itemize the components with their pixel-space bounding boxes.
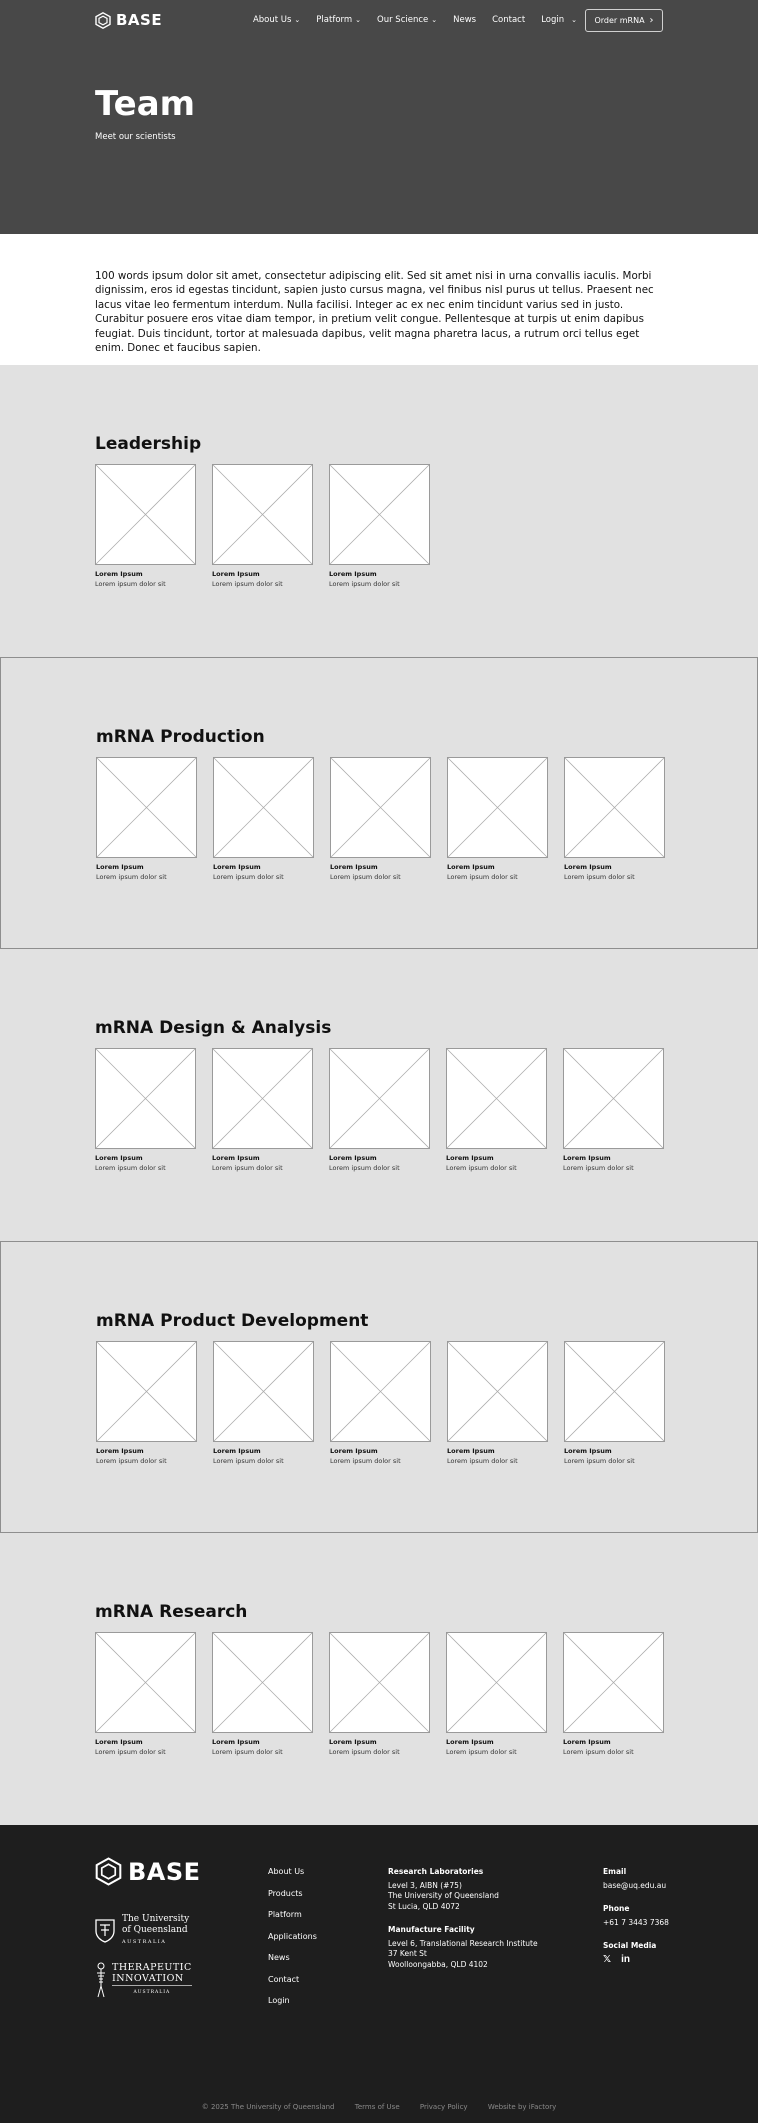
image-placeholder-icon: [329, 1632, 430, 1733]
image-placeholder-icon: [95, 1048, 196, 1149]
address-line: St Lucia, QLD 4072: [388, 1901, 460, 1911]
address-line: Level 6, Translational Research Institute: [388, 1938, 538, 1948]
member-name: Lorem Ipsum: [95, 1154, 143, 1162]
team-member-card[interactable]: [213, 1341, 314, 1465]
member-name: Lorem Ipsum: [95, 570, 143, 578]
page-title: Team: [95, 84, 196, 124]
team-member-card[interactable]: [563, 1048, 664, 1172]
team-member-card[interactable]: [447, 1341, 548, 1465]
social-heading: Social Media: [603, 1941, 657, 1950]
privacy-policy-link[interactable]: Privacy Policy: [419, 2103, 468, 2111]
member-name: Lorem Ipsum: [96, 863, 144, 871]
member-role: Lorem ipsum dolor sit: [329, 1748, 400, 1756]
section-title: mRNA Design & Analysis: [95, 1018, 332, 1038]
email-link[interactable]: base@uq.edu.au: [603, 1880, 667, 1890]
member-name: Lorem Ipsum: [446, 1154, 494, 1162]
team-member-card[interactable]: [212, 1048, 313, 1172]
member-role: Lorem ipsum dolor sit: [564, 873, 635, 881]
member-role: Lorem ipsum dolor sit: [96, 1457, 167, 1465]
member-role: Lorem ipsum dolor sit: [95, 580, 166, 588]
ti-line2: INNOVATION: [112, 1973, 192, 1986]
section-title: mRNA Product Development: [96, 1311, 369, 1331]
team-member-card[interactable]: [330, 757, 431, 881]
chevron-right-icon: ›: [649, 15, 654, 26]
image-placeholder-icon: [95, 1632, 196, 1733]
footer-link-about-us[interactable]: About Us: [268, 1867, 305, 1876]
manufacture-heading: Manufacture Facility: [388, 1925, 475, 1934]
member-name: Lorem Ipsum: [329, 1154, 377, 1162]
member-role: Lorem ipsum dolor sit: [212, 1164, 283, 1172]
main-menu: [253, 15, 577, 25]
address-line: Woolloongabba, QLD 4102: [388, 1959, 488, 1969]
phone-heading: Phone: [603, 1904, 630, 1913]
team-section-mrna-production: [0, 657, 758, 949]
uq-line1: The University: [122, 1914, 190, 1924]
member-name: Lorem Ipsum: [212, 570, 260, 578]
member-name: Lorem Ipsum: [330, 1447, 378, 1455]
menu-label: News: [453, 15, 477, 25]
image-placeholder-icon: [563, 1632, 664, 1733]
member-name: Lorem Ipsum: [446, 1738, 494, 1746]
team-member-card[interactable]: [95, 1048, 196, 1172]
chevron-down-icon: ⌄: [571, 16, 577, 24]
chevron-down-icon: ⌄: [294, 16, 301, 24]
uq-line3: AUSTRALIA: [122, 1939, 167, 1945]
footer-link-news[interactable]: News: [268, 1953, 290, 1962]
team-member-card[interactable]: [95, 464, 196, 588]
copyright-text: © 2025 The University of Queensland: [201, 2103, 335, 2111]
member-role: Lorem ipsum dolor sit: [212, 1748, 283, 1756]
address-line: The University of Queensland: [388, 1891, 499, 1900]
footer-links: [268, 1867, 317, 2005]
uq-crest-icon: [95, 1919, 115, 1943]
menu-label: Contact: [492, 15, 526, 25]
image-placeholder-icon: [213, 1341, 314, 1442]
member-name: Lorem Ipsum: [95, 1738, 143, 1746]
member-role: Lorem ipsum dolor sit: [213, 873, 284, 881]
terms-of-use-link[interactable]: Terms of Use: [354, 2103, 400, 2111]
image-placeholder-icon: [447, 1341, 548, 1442]
menu-label: Platform: [316, 15, 353, 25]
footer-link-contact[interactable]: Contact: [268, 1974, 300, 1984]
order-mrna-button[interactable]: [585, 9, 663, 32]
menu-platform[interactable]: [316, 15, 361, 25]
team-section-leadership: [0, 365, 758, 657]
member-role: Lorem ipsum dolor sit: [446, 1164, 517, 1172]
uq-wordmark: [122, 1914, 189, 1948]
menu-label: Our Science: [377, 15, 429, 25]
social-icons: [603, 1955, 669, 1966]
member-role: Lorem ipsum dolor sit: [563, 1748, 634, 1756]
image-placeholder-icon: [330, 1341, 431, 1442]
footer-logo-text: BASE: [128, 1857, 201, 1886]
phone-block: [603, 1904, 669, 1928]
image-placeholder-icon: [564, 1341, 665, 1442]
member-name: Lorem Ipsum: [330, 863, 378, 871]
menu-login[interactable]: [541, 15, 577, 25]
team-member-card[interactable]: [95, 1632, 196, 1756]
menu-our-science[interactable]: [377, 15, 437, 25]
team-member-card[interactable]: [96, 1341, 197, 1465]
member-role: Lorem ipsum dolor sit: [446, 1748, 517, 1756]
chevron-down-icon: ⌄: [355, 16, 362, 24]
figure-icon: [95, 1962, 107, 1998]
page-subtitle: Meet our scientists: [95, 132, 176, 142]
section-title: mRNA Production: [96, 727, 265, 747]
member-name: Lorem Ipsum: [447, 863, 495, 871]
site-logo[interactable]: [95, 12, 162, 28]
member-role: Lorem ipsum dolor sit: [447, 873, 518, 881]
member-role: Lorem ipsum dolor sit: [329, 580, 400, 588]
research-labs: [388, 1867, 538, 1912]
member-name: Lorem Ipsum: [447, 1447, 495, 1455]
website-credit-link[interactable]: Website by iFactory: [487, 2103, 557, 2111]
team-member-card[interactable]: [329, 1048, 430, 1172]
intro-section: [0, 234, 758, 365]
image-placeholder-icon: [213, 757, 314, 858]
image-placeholder-icon: [212, 1048, 313, 1149]
social-block: [603, 1941, 669, 1965]
image-placeholder-icon: [95, 464, 196, 565]
image-placeholder-icon: [212, 1632, 313, 1733]
intro-text: 100 words ipsum dolor sit amet, consectetur adipiscing elit. Sed sit amet nisi in urna convallis iaculis. Morbi dignissim, eros id egestas tincidunt, sapien justo cursus magna, vel finibus nisl purus ut tellus. Praesent nec lacus vitae leo fermentum interdum. Nulla facilisi. Integer ac ex nec enim tincidunt varius sed in justo. Curabitur posuere eros vitae diam tempor, in pretium velit congue. Pellentesque at turpis ut enim dapibus feugiat. Duis tincidunt, tortor at malesuada dapibus, velit magna pharetra lacus, a rutrum orci tellus eget enim. Donec et faucibus sapien.: [95, 270, 654, 355]
footer-logo[interactable]: [95, 1857, 201, 1886]
linkedin-icon[interactable]: in: [621, 1953, 630, 1965]
member-role: Lorem ipsum dolor sit: [95, 1748, 166, 1756]
member-name: Lorem Ipsum: [96, 1447, 144, 1455]
research-labs-heading: Research Laboratories: [388, 1867, 484, 1876]
top-nav: [0, 0, 758, 40]
image-placeholder-icon: [563, 1048, 664, 1149]
ti-wordmark: [112, 1962, 192, 1998]
order-button-label: Order mRNA: [594, 16, 645, 25]
ti-line1: THERAPEUTIC: [112, 1962, 192, 1973]
footer-contact: [603, 1867, 669, 1978]
member-role: Lorem ipsum dolor sit: [95, 1164, 166, 1172]
member-name: Lorem Ipsum: [564, 863, 612, 871]
member-name: Lorem Ipsum: [564, 1447, 612, 1455]
member-role: Lorem ipsum dolor sit: [564, 1457, 635, 1465]
team-member-card[interactable]: [564, 757, 665, 881]
menu-label: About Us: [252, 15, 292, 25]
address-line: Level 3, AIBN (#75): [388, 1880, 462, 1890]
hero: [0, 0, 758, 234]
uq-line2: of Queensland: [122, 1925, 188, 1935]
address-line: 37 Kent St: [388, 1949, 427, 1958]
footer-bottom-bar: [0, 2103, 758, 2111]
footer-link-applications[interactable]: Applications: [268, 1931, 317, 1941]
member-name: Lorem Ipsum: [563, 1154, 611, 1162]
email-heading: Email: [603, 1867, 627, 1876]
team-member-card[interactable]: [329, 464, 430, 588]
therapeutic-innovation-logo[interactable]: [95, 1962, 192, 1998]
image-placeholder-icon: [212, 464, 313, 565]
team-cards: [96, 757, 665, 881]
member-name: Lorem Ipsum: [563, 1738, 611, 1746]
uq-logo[interactable]: [95, 1914, 189, 1948]
team-member-card[interactable]: [563, 1632, 664, 1756]
team-cards: [95, 1048, 664, 1172]
team-member-card[interactable]: [330, 1341, 431, 1465]
image-placeholder-icon: [446, 1048, 547, 1149]
manufacture-facility: [388, 1925, 538, 1970]
footer-link-products[interactable]: Products: [268, 1888, 303, 1898]
member-role: Lorem ipsum dolor sit: [447, 1457, 518, 1465]
member-name: Lorem Ipsum: [212, 1154, 260, 1162]
x-icon[interactable]: 𝕏: [603, 1953, 612, 1965]
menu-about-us[interactable]: [253, 15, 300, 25]
member-name: Lorem Ipsum: [329, 570, 377, 578]
menu-contact[interactable]: [492, 15, 525, 25]
section-title: Leadership: [95, 434, 202, 454]
member-name: Lorem Ipsum: [213, 1447, 261, 1455]
footer-addresses: [388, 1867, 538, 1983]
site-footer: [0, 1825, 758, 2123]
footer-link-login[interactable]: Login: [268, 1996, 290, 2005]
member-name: Lorem Ipsum: [329, 1738, 377, 1746]
image-placeholder-icon: [564, 757, 665, 858]
team-member-card[interactable]: [213, 757, 314, 881]
member-name: Lorem Ipsum: [212, 1738, 260, 1746]
menu-news[interactable]: [453, 15, 476, 25]
member-role: Lorem ipsum dolor sit: [96, 873, 167, 881]
member-role: Lorem ipsum dolor sit: [330, 1457, 401, 1465]
logo-text: BASE: [116, 11, 163, 29]
image-placeholder-icon: [329, 464, 430, 565]
hexagon-logo-icon: [95, 12, 111, 29]
image-placeholder-icon: [96, 1341, 197, 1442]
team-member-card[interactable]: [446, 1632, 547, 1756]
team-section-mrna-research: [0, 1533, 758, 1825]
image-placeholder-icon: [447, 757, 548, 858]
hexagon-logo-icon: [95, 1857, 122, 1886]
team-section-mrna-design-analysis: [0, 949, 758, 1241]
image-placeholder-icon: [330, 757, 431, 858]
member-role: Lorem ipsum dolor sit: [563, 1164, 634, 1172]
member-role: Lorem ipsum dolor sit: [213, 1457, 284, 1465]
team-member-card[interactable]: [96, 757, 197, 881]
team-section-mrna-product-development: [0, 1241, 758, 1533]
team-member-card[interactable]: [446, 1048, 547, 1172]
chevron-down-icon: ⌄: [431, 16, 438, 24]
team-cards: [95, 464, 430, 588]
member-role: Lorem ipsum dolor sit: [212, 580, 283, 588]
team-member-card[interactable]: [212, 464, 313, 588]
team-member-card[interactable]: [447, 757, 548, 881]
image-placeholder-icon: [446, 1632, 547, 1733]
section-title: mRNA Research: [95, 1602, 248, 1622]
member-role: Lorem ipsum dolor sit: [330, 873, 401, 881]
member-name: Lorem Ipsum: [213, 863, 261, 871]
menu-label: Login: [541, 15, 565, 25]
team-member-card[interactable]: [564, 1341, 665, 1465]
member-role: Lorem ipsum dolor sit: [329, 1164, 400, 1172]
team-cards: [95, 1632, 664, 1756]
team-member-card[interactable]: [329, 1632, 430, 1756]
footer-link-platform[interactable]: Platform: [268, 1910, 302, 1919]
team-member-card[interactable]: [212, 1632, 313, 1756]
email-block: [603, 1867, 669, 1891]
ti-line3: AUSTRALIA: [133, 1990, 171, 1995]
image-placeholder-icon: [96, 757, 197, 858]
team-cards: [96, 1341, 665, 1465]
phone-link[interactable]: +61 7 3443 7368: [603, 1917, 669, 1927]
image-placeholder-icon: [329, 1048, 430, 1149]
